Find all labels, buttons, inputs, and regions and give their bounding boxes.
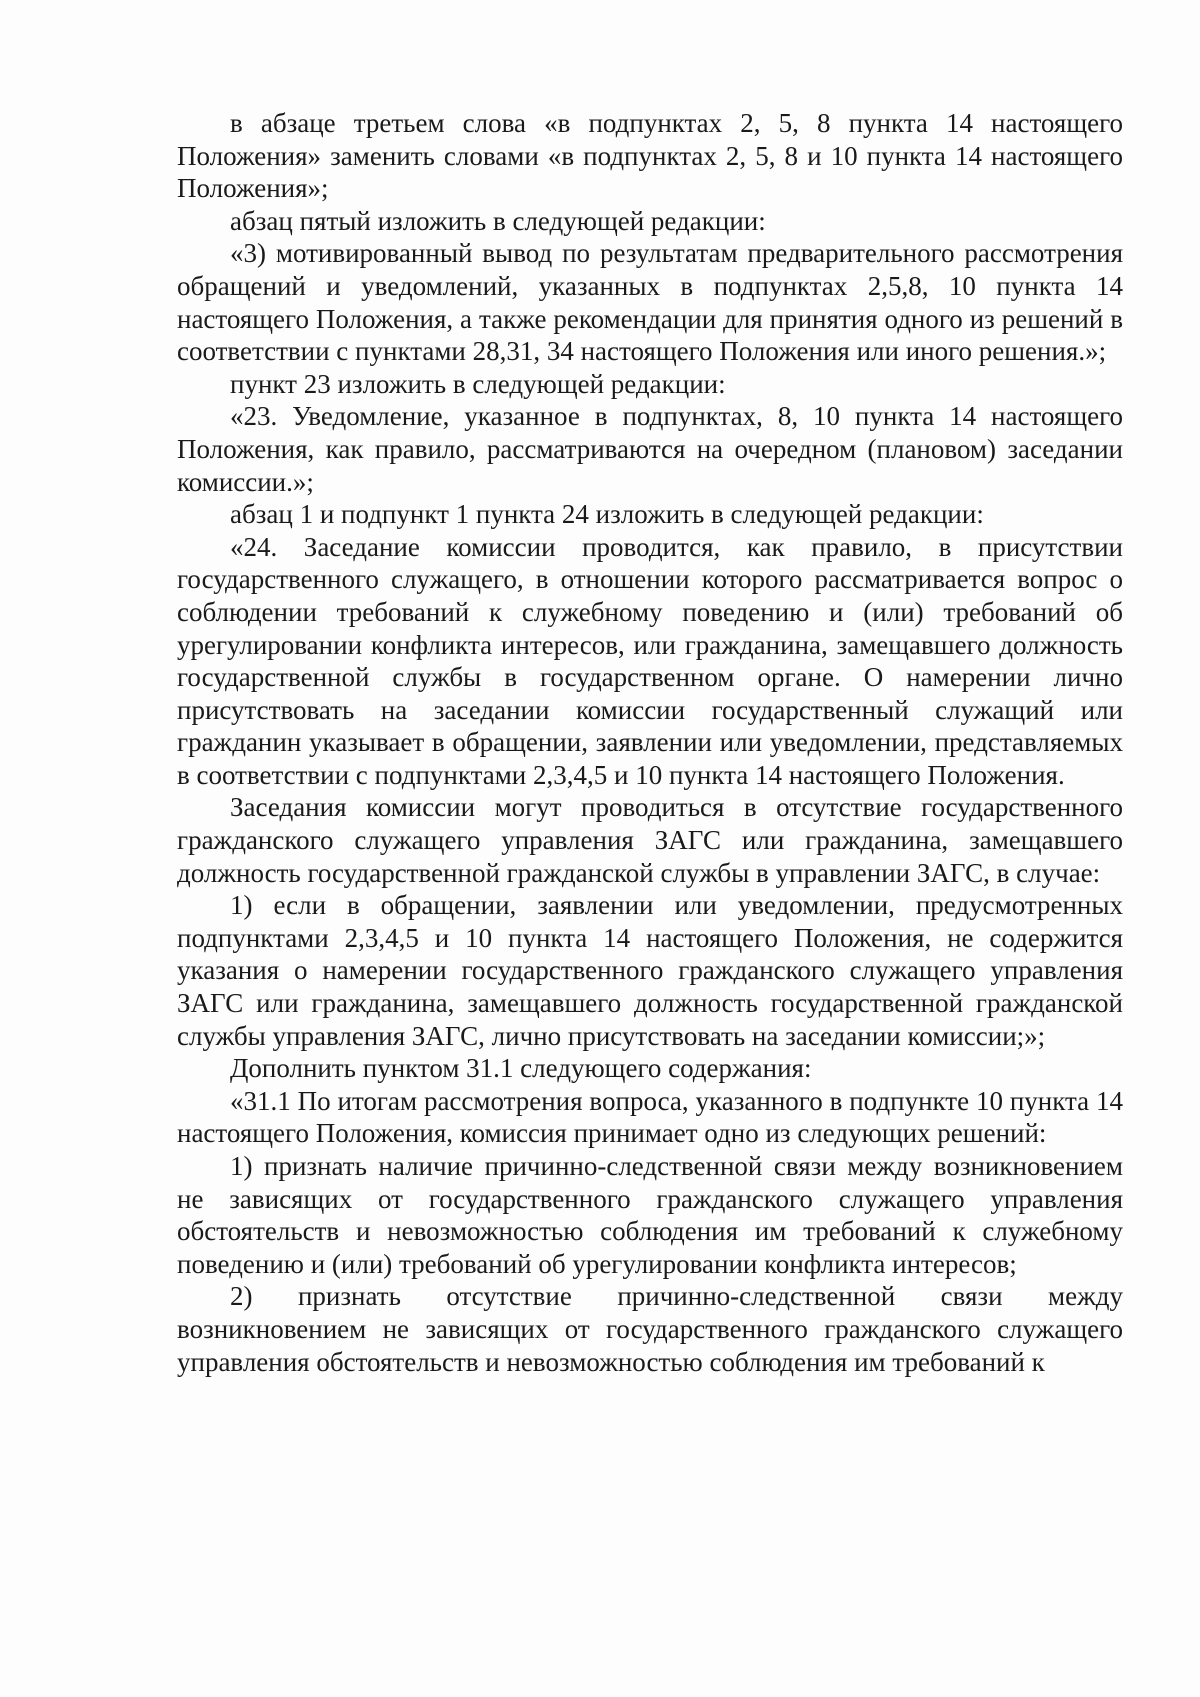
paragraph-13: 2) признать отсутствие причинно-следственной связи между возникновением не зависящих от государственного гражданского служащего управления обстоятельств и невозможностью соблюдения им требований к (177, 1281, 1123, 1377)
paragraph-11: «31.1 По итогам рассмотрения вопроса, указанного в подпункте 10 пункта 14 настоящего Положения, комиссия принимает одно из следующих решений: (177, 1085, 1123, 1149)
paragraph-3: «3) мотивированный вывод по результатам предварительного рассмотрения обращений и уведомлений, указанных в подпунктах 2,5,8, 10 пункта 14 настоящего Положения, а также рекомендации для принятия одного из решений в соответствии с пунктами 28,31, 34 настоящего Положения или иного решения.»; (177, 238, 1123, 367)
paragraph-10: Дополнить пунктом 31.1 следующего содержания: (230, 1053, 812, 1084)
paragraph-5: «23. Уведомление, указанное в подпунктах, 8, 10 пункта 14 настоящего Положения, как правило, рассматриваются на очередном (плановом) заседании комиссии.»; (177, 401, 1123, 497)
paragraph-7: «24. Заседание комиссии проводится, как правило, в присутствии государственного служащего, в отношении которого рассматривается вопрос о соблюдении требований к служебному поведению и (или) требований об урегулировании конфликта интересов, или гражданина, замещавшего должность государственной службы в государственном органе. О намерении лично присутствовать на заседании комиссии государственный служащий или гражданин указывает в обращении, заявлении или уведомлении, представляемых в соответствии с подпунктами 2,3,4,5 и 10 пункта 14 настоящего Положения. (177, 531, 1123, 790)
paragraph-1: в абзаце третьем слова «в подпунктах 2, 5, 8 пункта 14 настоящего Положения» заменить словами «в подпунктах 2, 5, 8 и 10 пункта 14 настоящего Положения»; (177, 108, 1123, 204)
paragraph-8: Заседания комиссии могут проводиться в отсутствие государственного гражданского служащего управления ЗАГС или гражданина, замещавшего должность государственной гражданской службы в управлении ЗАГС, в случае: (177, 792, 1123, 888)
paragraph-6: абзац 1 и подпункт 1 пункта 24 изложить в следующей редакции: (230, 499, 984, 530)
paragraph-4: пункт 23 изложить в следующей редакции: (230, 368, 726, 399)
paragraph-2: абзац пятый изложить в следующей редакции: (230, 205, 766, 236)
document-body (177, 107, 1123, 1378)
paragraph-12: 1) признать наличие причинно-следственной связи между возникновением не зависящих от государственного гражданского служащего управления обстоятельств и невозможностью соблюдения им требований к служебному поведению и (или) требований об урегулировании конфликта интересов; (177, 1151, 1123, 1279)
paragraph-9: 1) если в обращении, заявлении или уведомлении, предусмотренных подпунктами 2,3,4,5 и 10 пункта 14 настоящего Положения, не содержится указания о намерении государственного гражданского служащего управления ЗАГС или гражданина, замещавшего должность государственной гражданской службы управления ЗАГС, лично присутствовать на заседании комиссии;»; (177, 890, 1123, 1051)
